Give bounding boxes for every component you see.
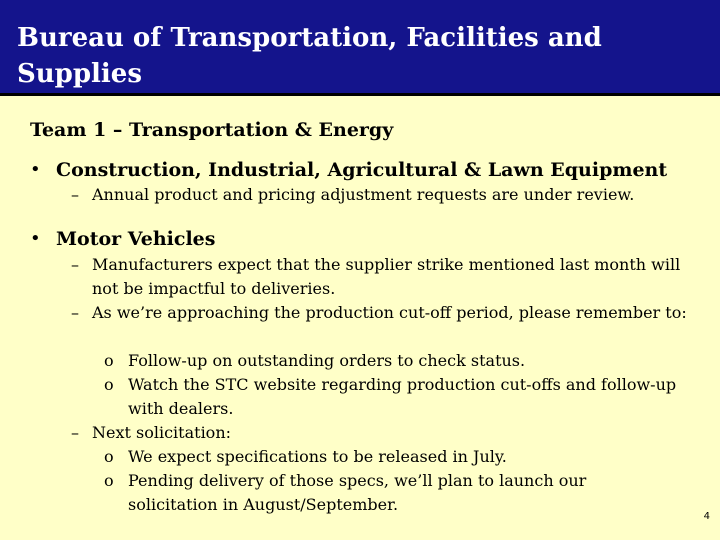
subitem-annual-review: Annual product and pricing adjustment requests are under review.	[92, 185, 635, 204]
section-heading: Team 1 – Transportation & Energy	[30, 119, 394, 141]
slide-title: Bureau of Transportation, Facilities and Supplies	[17, 23, 602, 89]
circle-marker: o	[104, 375, 114, 394]
dash-marker: –	[71, 255, 79, 274]
subitem-next-solicitation: Next solicitation:	[92, 423, 232, 442]
bullet-marker: •	[30, 159, 41, 180]
circle-marker: o	[104, 351, 114, 370]
subitem-cutoff-period: As we’re approaching the production cut-off period, please remember to:	[92, 303, 687, 322]
page-number: 4	[703, 511, 710, 522]
subitem-supplier-strike: Manufacturers expect that the supplier strike mentioned last month will not be impactful to deliveries.	[92, 255, 681, 298]
subsubitem-stc-website: Watch the STC website regarding production cut-offs and follow-up with dealers.	[128, 375, 677, 418]
dash-marker: –	[71, 423, 79, 442]
title-bar	[0, 0, 720, 96]
dash-marker: –	[71, 185, 79, 204]
bullet-construction: Construction, Industrial, Agricultural & Lawn Equipment	[56, 159, 668, 181]
subsubitem-specifications-july: We expect specifications to be released in July.	[128, 447, 507, 466]
circle-marker: o	[104, 447, 114, 466]
bullet-motor-vehicles: Motor Vehicles	[56, 228, 216, 250]
subsubitem-solicitation-launch: Pending delivery of those specs, we’ll plan to launch our solicitation in August/September.	[128, 471, 587, 514]
bullet-marker: •	[30, 228, 41, 249]
circle-marker: o	[104, 471, 114, 490]
subsubitem-follow-up: Follow-up on outstanding orders to check status.	[128, 351, 526, 370]
dash-marker: –	[71, 303, 79, 322]
